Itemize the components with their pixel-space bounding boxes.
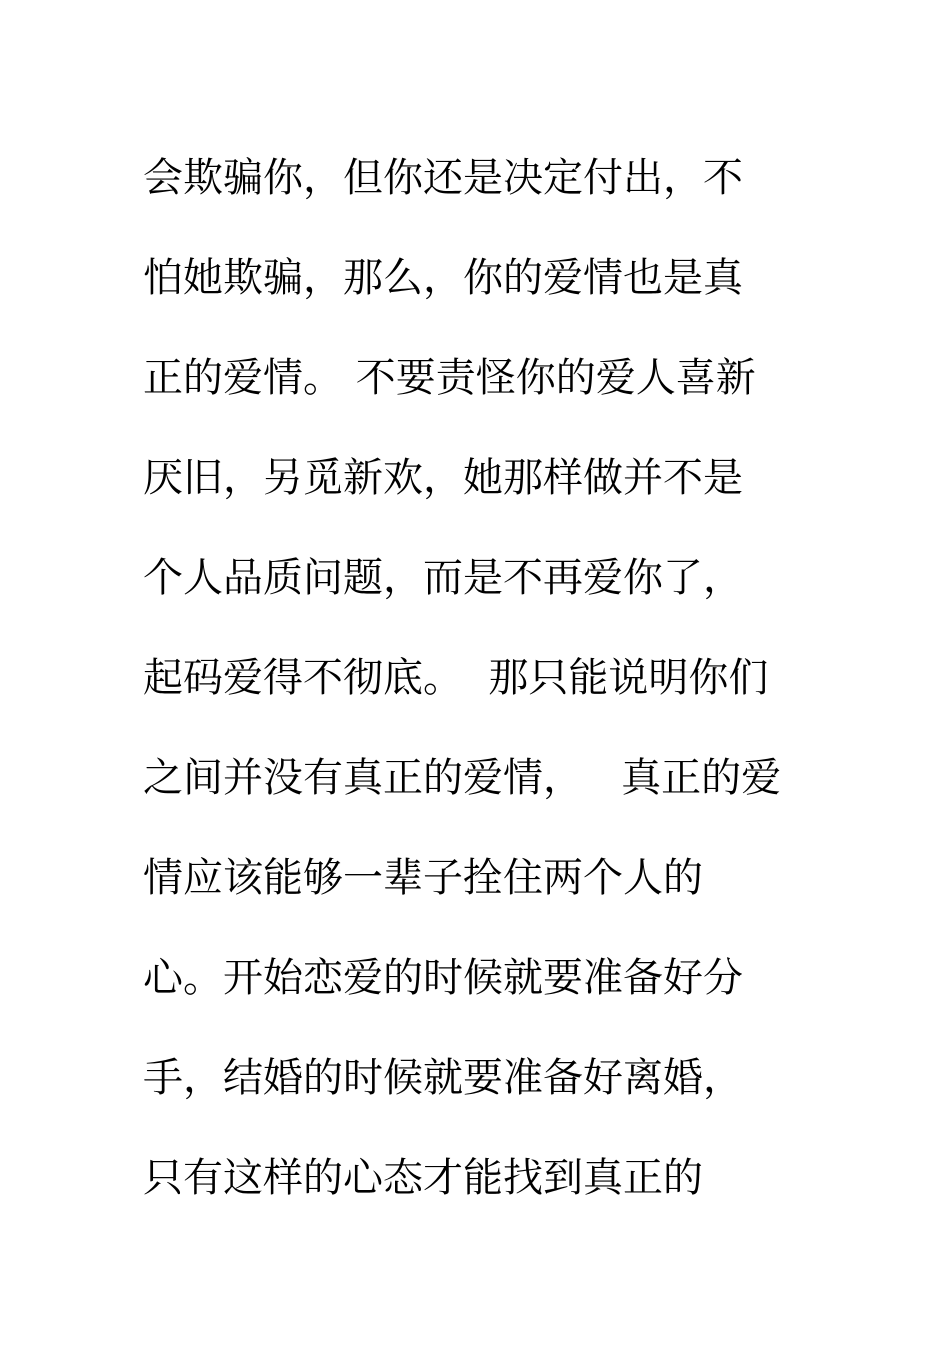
text-line: 会欺骗你，但你还是决定付出，不 — [143, 155, 743, 201]
text-line: 只有这样的心态才能找到真正的 — [143, 1155, 703, 1201]
body-text — [143, 148, 843, 1248]
text-line: 个人品质问题，而是不再爱你了， — [143, 555, 743, 601]
text-line: 心。开始恋爱的时候就要准备好分 — [143, 955, 743, 1001]
text-line: 厌旧，另觅新欢，她那样做并不是 — [143, 455, 743, 501]
text-line: 之间并没有真正的爱情， 真正的爱 — [143, 755, 782, 801]
text-line: 情应该能够一辈子拴住两个人的 — [143, 855, 703, 901]
text-line: 手，结婚的时候就要准备好离婚， — [143, 1055, 743, 1101]
text-line: 起码爱得不彻底。 那只能说明你们 — [143, 655, 769, 701]
text-line: 正的爱情。 不要责怪你的爱人喜新 — [143, 355, 756, 401]
text-line: 怕她欺骗，那么，你的爱情也是真 — [143, 255, 743, 301]
